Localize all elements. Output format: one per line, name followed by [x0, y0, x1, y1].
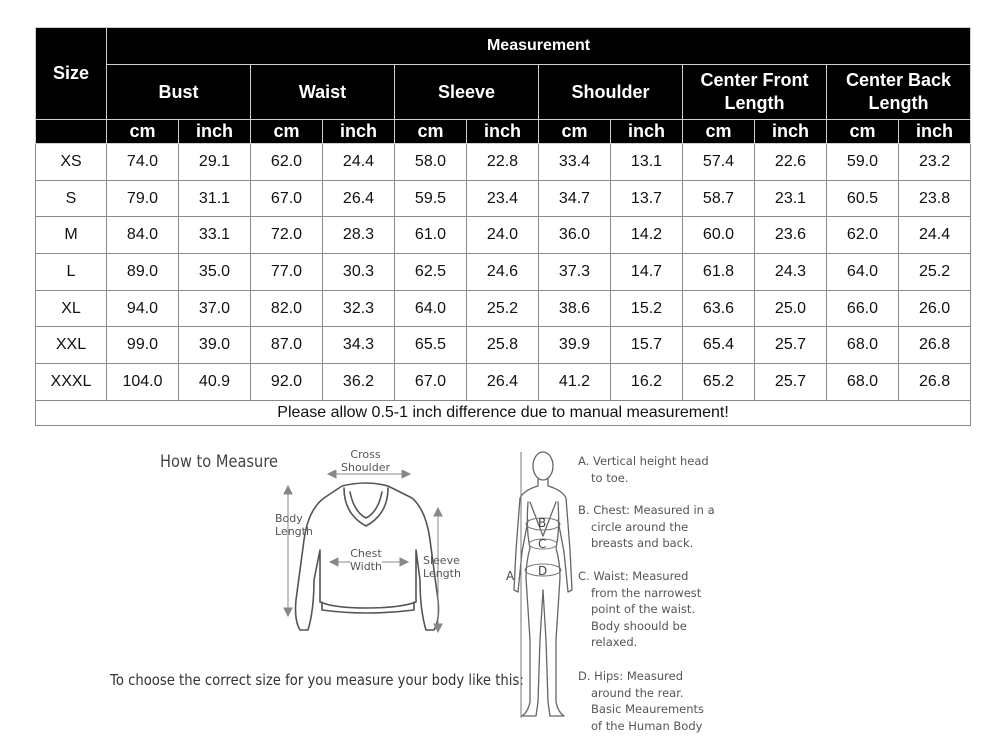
- measurement-cell: 99.0: [107, 327, 179, 364]
- size-chart-table: [35, 27, 971, 426]
- measurement-cell: 59.5: [395, 180, 467, 217]
- table-row: [36, 364, 971, 401]
- description-d: [578, 668, 718, 734]
- measurement-cell: 16.2: [611, 364, 683, 401]
- measurement-cell: 104.0: [107, 364, 179, 401]
- table-row: [36, 180, 971, 217]
- description-d-line-3: Basic Meaurements: [591, 702, 705, 716]
- measurement-cell: 24.3: [755, 254, 827, 291]
- unit-cm-header: cm: [539, 120, 611, 144]
- body-marker-d: D: [538, 564, 548, 578]
- measurement-cell: 82.0: [251, 290, 323, 327]
- unit-inch-header: inch: [611, 120, 683, 144]
- description-a-line-2: to toe.: [591, 470, 629, 485]
- measurement-cell: 22.6: [755, 144, 827, 181]
- unit-inch-header: inch: [899, 120, 971, 144]
- description-b-line-3: breasts and back.: [591, 536, 694, 550]
- measurement-cell: 25.2: [899, 254, 971, 291]
- measurement-cell: 22.8: [467, 144, 539, 181]
- cross-shoulder-line-1: Cross: [350, 448, 381, 461]
- measurement-cell: 26.4: [323, 180, 395, 217]
- size-label: M: [36, 217, 107, 254]
- measurement-cell: 94.0: [107, 290, 179, 327]
- measurement-cell: 23.2: [899, 144, 971, 181]
- measurement-cell: 28.3: [323, 217, 395, 254]
- measurement-cell: 67.0: [251, 180, 323, 217]
- measurement-cell: 65.2: [683, 364, 755, 401]
- table-row: [36, 327, 971, 364]
- size-label: XXL: [36, 327, 107, 364]
- description-a-line-1: A. Vertical height head: [578, 454, 709, 468]
- measurement-cell: 30.3: [323, 254, 395, 291]
- unit-row: [36, 120, 971, 144]
- unit-cm-header: cm: [251, 120, 323, 144]
- measurement-cell: 87.0: [251, 327, 323, 364]
- measurement-cell: 40.9: [179, 364, 251, 401]
- measurement-cell: 36.0: [539, 217, 611, 254]
- measurement-cell: 61.8: [683, 254, 755, 291]
- description-a: [578, 453, 718, 486]
- unit-spacer: [36, 120, 107, 144]
- measurement-cell: 13.7: [611, 180, 683, 217]
- measurement-cell: 74.0: [107, 144, 179, 181]
- measurement-cell: 15.2: [611, 290, 683, 327]
- measurement-cell: 67.0: [395, 364, 467, 401]
- measurement-cell: 34.7: [539, 180, 611, 217]
- table-row: [36, 254, 971, 291]
- size-label: L: [36, 254, 107, 291]
- table-row: [36, 144, 971, 181]
- description-c-line-2: from the narrowest: [591, 585, 702, 600]
- table-row: [36, 290, 971, 327]
- center-front-length-header: Center Front Length: [683, 65, 827, 120]
- body-marker-c: C: [538, 537, 547, 551]
- measurement-cell: 59.0: [827, 144, 899, 181]
- measurement-cell: 25.0: [755, 290, 827, 327]
- size-label: XS: [36, 144, 107, 181]
- measurement-cell: 15.7: [611, 327, 683, 364]
- measurement-cell: 25.7: [755, 364, 827, 401]
- measurement-cell: 23.1: [755, 180, 827, 217]
- measurement-cell: 24.0: [467, 217, 539, 254]
- chest-width-line-1: Chest: [350, 547, 382, 560]
- unit-inch-header: inch: [755, 120, 827, 144]
- measurement-cell: 26.8: [899, 327, 971, 364]
- measurement-cell: 25.2: [467, 290, 539, 327]
- measurement-cell: 58.0: [395, 144, 467, 181]
- measurement-cell: 92.0: [251, 364, 323, 401]
- measurement-cell: 26.4: [467, 364, 539, 401]
- measurement-cell: 62.5: [395, 254, 467, 291]
- measurement-cell: 23.4: [467, 180, 539, 217]
- description-c-line-4: Body shoould be: [591, 618, 687, 633]
- measurement-cell: 61.0: [395, 217, 467, 254]
- size-column-header: Size: [36, 28, 107, 120]
- measurement-cell: 31.1: [179, 180, 251, 217]
- measurement-cell: 23.8: [899, 180, 971, 217]
- unit-cm-header: cm: [827, 120, 899, 144]
- measurement-cell: 25.8: [467, 327, 539, 364]
- chest-width-line-2: Width: [350, 560, 382, 573]
- bust-header: Bust: [107, 65, 251, 120]
- how-to-measure-title: How to Measure: [160, 452, 279, 472]
- measurement-cell: 24.4: [899, 217, 971, 254]
- measurement-cell: 35.0: [179, 254, 251, 291]
- measurement-cell: 68.0: [827, 364, 899, 401]
- measurement-cell: 26.0: [899, 290, 971, 327]
- measurement-cell: 65.4: [683, 327, 755, 364]
- measurement-cell: 24.6: [467, 254, 539, 291]
- table-row: [36, 217, 971, 254]
- description-b: [578, 502, 718, 552]
- measurement-cell: 62.0: [251, 144, 323, 181]
- description-d-line-1: D. Hips: Measured: [578, 669, 684, 683]
- body-length-line-2: Length: [275, 525, 313, 538]
- measurement-header: Measurement: [107, 28, 971, 65]
- description-b-line-2: circle around the: [591, 519, 689, 534]
- chest-width-label: [350, 547, 382, 573]
- table-header: [36, 28, 971, 144]
- measurement-cell: 32.3: [323, 290, 395, 327]
- measurement-cell: 23.6: [755, 217, 827, 254]
- measurement-cell: 66.0: [827, 290, 899, 327]
- description-c: [578, 568, 718, 651]
- measurement-cell: 33.1: [179, 217, 251, 254]
- unit-cm-header: cm: [395, 120, 467, 144]
- body-marker-a: A: [506, 569, 515, 583]
- measurement-cell: 62.0: [827, 217, 899, 254]
- center-back-length-header: Center Back Length: [827, 65, 971, 120]
- body-length-label: [275, 512, 313, 538]
- measurement-cell: 79.0: [107, 180, 179, 217]
- measurement-cell: 68.0: [827, 327, 899, 364]
- measurement-cell: 34.3: [323, 327, 395, 364]
- size-label: XL: [36, 290, 107, 327]
- measurement-cell: 29.1: [179, 144, 251, 181]
- measurement-cell: 33.4: [539, 144, 611, 181]
- sleeve-header: Sleeve: [395, 65, 539, 120]
- unit-inch-header: inch: [179, 120, 251, 144]
- cross-shoulder-label: [341, 448, 390, 474]
- measurement-cell: 37.0: [179, 290, 251, 327]
- measurement-cell: 26.8: [899, 364, 971, 401]
- measurement-cell: 65.5: [395, 327, 467, 364]
- measurement-note: Please allow 0.5-1 inch difference due to manual measurement!: [36, 400, 971, 425]
- measurement-cell: 14.2: [611, 217, 683, 254]
- measurement-cell: 64.0: [395, 290, 467, 327]
- sleeve-length-label: [423, 554, 461, 580]
- description-c-line-1: C. Waist: Measured: [578, 569, 689, 583]
- measurement-cell: 38.6: [539, 290, 611, 327]
- unit-cm-header: cm: [107, 120, 179, 144]
- description-d-line-4: of the Human Body: [591, 718, 703, 733]
- measurement-cell: 14.7: [611, 254, 683, 291]
- measurement-cell: 64.0: [827, 254, 899, 291]
- unit-cm-header: cm: [683, 120, 755, 144]
- description-c-line-3: point of the waist.: [591, 602, 696, 616]
- choose-size-instruction: To choose the correct size for you measure your body like this:: [110, 671, 524, 689]
- size-label: S: [36, 180, 107, 217]
- size-rows: [36, 144, 971, 401]
- measurement-cell: 60.5: [827, 180, 899, 217]
- body-length-line-1: Body: [275, 512, 303, 525]
- measurement-cell: 63.6: [683, 290, 755, 327]
- shoulder-header: Shoulder: [539, 65, 683, 120]
- measurement-cell: 13.1: [611, 144, 683, 181]
- measurement-cell: 72.0: [251, 217, 323, 254]
- measurement-cell: 36.2: [323, 364, 395, 401]
- sleeve-length-line-2: Length: [423, 567, 461, 580]
- measurement-cell: 89.0: [107, 254, 179, 291]
- unit-inch-header: inch: [467, 120, 539, 144]
- size-label: XXXL: [36, 364, 107, 401]
- measurement-cell: 39.0: [179, 327, 251, 364]
- measurement-cell: 84.0: [107, 217, 179, 254]
- sleeve-length-line-1: Sleeve: [423, 554, 460, 567]
- measurement-cell: 37.3: [539, 254, 611, 291]
- description-d-line-2: around the rear.: [591, 685, 684, 700]
- cross-shoulder-line-2: Shoulder: [341, 461, 390, 474]
- description-b-line-1: B. Chest: Measured in a: [578, 503, 715, 517]
- measurement-cell: 41.2: [539, 364, 611, 401]
- measurement-cell: 39.9: [539, 327, 611, 364]
- waist-header: Waist: [251, 65, 395, 120]
- measurement-cell: 24.4: [323, 144, 395, 181]
- measurement-cell: 25.7: [755, 327, 827, 364]
- body-marker-b: B: [538, 516, 547, 530]
- measurement-cell: 58.7: [683, 180, 755, 217]
- description-c-line-5: relaxed.: [591, 635, 638, 649]
- measurement-cell: 57.4: [683, 144, 755, 181]
- unit-inch-header: inch: [323, 120, 395, 144]
- measurement-cell: 77.0: [251, 254, 323, 291]
- measurement-cell: 60.0: [683, 217, 755, 254]
